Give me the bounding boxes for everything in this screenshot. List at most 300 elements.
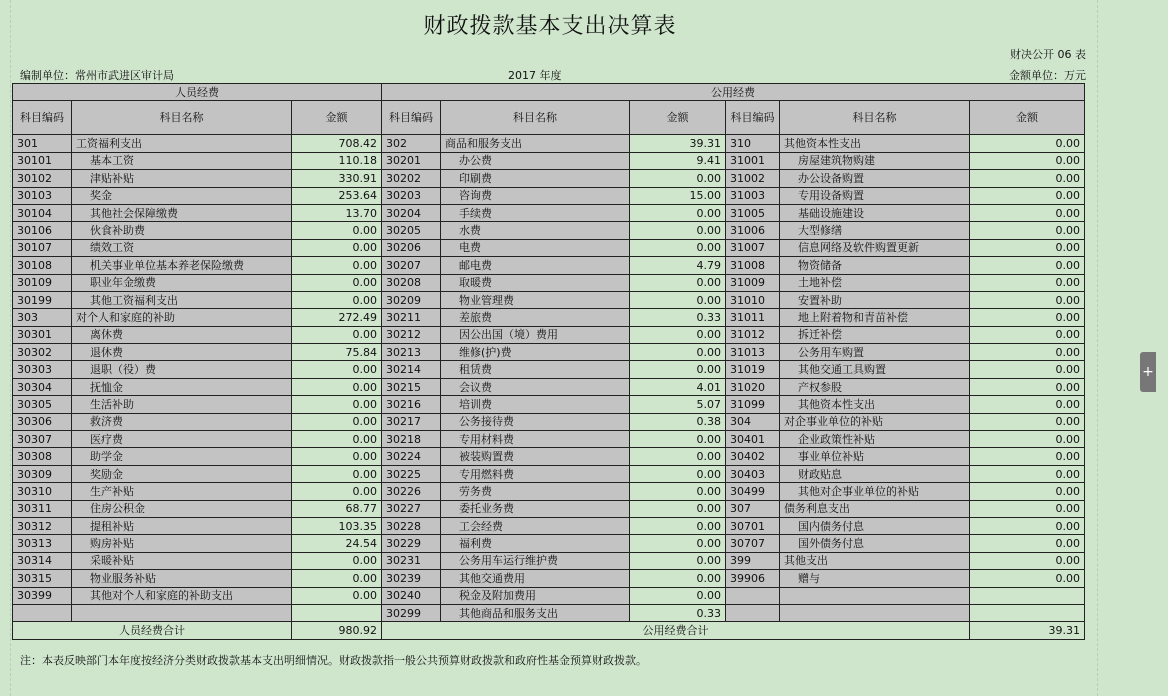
public-amount-cell: 5.07 <box>630 396 726 413</box>
capital-code-cell: 31020 <box>726 378 780 395</box>
page-title: 财政拨款基本支出决算表 <box>423 14 677 39</box>
capital-amount-cell: 0.00 <box>970 552 1085 569</box>
capital-name-cell <box>780 587 970 604</box>
reporting-unit: 编制单位：常州市武进区审计局 <box>20 69 174 82</box>
capital-name-cell: 公务用车购置 <box>780 344 970 361</box>
public-amount-cell: 0.00 <box>630 291 726 308</box>
public-amount-cell: 0.00 <box>630 361 726 378</box>
public-code-cell: 30211 <box>382 309 441 326</box>
public-name-cell: 福利费 <box>441 535 630 552</box>
capital-code-cell: 31007 <box>726 239 780 256</box>
public-amount-cell: 0.00 <box>630 535 726 552</box>
capital-amount-cell: 0.00 <box>970 291 1085 308</box>
public-amount-cell: 0.00 <box>630 448 726 465</box>
table-row <box>13 535 1085 552</box>
personnel-name-cell: 退休费 <box>72 344 292 361</box>
personnel-code-cell: 30307 <box>13 431 72 448</box>
table-row <box>13 274 1085 291</box>
table-row <box>13 309 1085 326</box>
personnel-amount-cell: 0.00 <box>292 222 382 239</box>
public-amount-cell: 0.33 <box>630 309 726 326</box>
capital-amount-cell: 0.00 <box>970 570 1085 587</box>
public-code-cell: 30224 <box>382 448 441 465</box>
capital-amount-cell: 0.00 <box>970 135 1085 152</box>
form-number: 财决公开 06 表 <box>1010 48 1086 61</box>
public-name-cell: 物业管理费 <box>441 291 630 308</box>
capital-code-cell: 31010 <box>726 291 780 308</box>
public-code-cell: 30207 <box>382 257 441 274</box>
personnel-amount-cell: 75.84 <box>292 344 382 361</box>
public-name-cell: 商品和服务支出 <box>441 135 630 152</box>
public-code-cell: 30204 <box>382 204 441 221</box>
public-name-cell: 委托业务费 <box>441 500 630 517</box>
capital-name-cell: 债务利息支出 <box>780 500 970 517</box>
col-code-header: 科目编码 <box>726 101 780 135</box>
capital-code-cell: 31013 <box>726 344 780 361</box>
capital-name-cell: 其他资本性支出 <box>780 135 970 152</box>
public-name-cell: 工会经费 <box>441 517 630 534</box>
personnel-name-cell: 基本工资 <box>72 152 292 169</box>
personnel-name-cell: 购房补贴 <box>72 535 292 552</box>
personnel-name-cell: 离休费 <box>72 326 292 343</box>
personnel-code-cell: 30199 <box>13 291 72 308</box>
personnel-code-cell: 30306 <box>13 413 72 430</box>
public-code-cell: 30215 <box>382 378 441 395</box>
capital-code-cell: 31006 <box>726 222 780 239</box>
capital-amount-cell: 0.00 <box>970 187 1085 204</box>
public-total-amount: 39.31 <box>970 622 1085 639</box>
public-code-cell: 30228 <box>382 517 441 534</box>
public-header: 公用经费 <box>382 84 1085 101</box>
public-amount-cell: 0.00 <box>630 500 726 517</box>
personnel-name-cell: 其他工资福利支出 <box>72 291 292 308</box>
personnel-amount-cell: 0.00 <box>292 431 382 448</box>
personnel-amount-cell: 68.77 <box>292 500 382 517</box>
table-row <box>13 378 1085 395</box>
capital-amount-cell: 0.00 <box>970 274 1085 291</box>
public-name-cell: 印刷费 <box>441 170 630 187</box>
personnel-amount-cell: 0.00 <box>292 378 382 395</box>
personnel-code-cell: 30314 <box>13 552 72 569</box>
capital-code-cell: 31001 <box>726 152 780 169</box>
table-row <box>13 326 1085 343</box>
public-name-cell: 维修(护)费 <box>441 344 630 361</box>
col-name-header: 科目名称 <box>780 101 970 135</box>
col-name-header: 科目名称 <box>72 101 292 135</box>
personnel-amount-cell: 13.70 <box>292 204 382 221</box>
capital-code-cell: 31009 <box>726 274 780 291</box>
public-name-cell: 咨询费 <box>441 187 630 204</box>
personnel-amount-cell: 330.91 <box>292 170 382 187</box>
capital-name-cell: 信息网络及软件购置更新 <box>780 239 970 256</box>
table-row <box>13 361 1085 378</box>
public-amount-cell: 0.00 <box>630 465 726 482</box>
capital-amount-cell: 0.00 <box>970 239 1085 256</box>
table-row <box>13 204 1085 221</box>
public-amount-cell: 0.00 <box>630 570 726 587</box>
table-row <box>13 448 1085 465</box>
personnel-code-cell: 30308 <box>13 448 72 465</box>
expand-panel-icon[interactable]: + <box>1140 352 1156 392</box>
table-row <box>13 187 1085 204</box>
capital-code-cell: 31012 <box>726 326 780 343</box>
personnel-amount-cell: 0.00 <box>292 239 382 256</box>
personnel-code-cell: 301 <box>13 135 72 152</box>
capital-amount-cell: 0.00 <box>970 378 1085 395</box>
table-row <box>13 170 1085 187</box>
table-row <box>13 517 1085 534</box>
public-name-cell: 办公费 <box>441 152 630 169</box>
col-name-header: 科目名称 <box>441 101 630 135</box>
public-code-cell: 30216 <box>382 396 441 413</box>
public-amount-cell: 0.00 <box>630 326 726 343</box>
personnel-amount-cell: 110.18 <box>292 152 382 169</box>
capital-name-cell: 赠与 <box>780 570 970 587</box>
table-row <box>13 135 1085 152</box>
col-amount-header: 金额 <box>292 101 382 135</box>
table-row <box>13 222 1085 239</box>
capital-name-cell: 其他对企事业单位的补贴 <box>780 483 970 500</box>
capital-code-cell: 39906 <box>726 570 780 587</box>
personnel-name-cell: 提租补贴 <box>72 517 292 534</box>
capital-code-cell: 399 <box>726 552 780 569</box>
capital-code-cell: 304 <box>726 413 780 430</box>
public-name-cell: 邮电费 <box>441 257 630 274</box>
personnel-name-cell: 生活补助 <box>72 396 292 413</box>
table-row <box>13 396 1085 413</box>
personnel-total-amount: 980.92 <box>292 622 382 639</box>
capital-code-cell: 31002 <box>726 170 780 187</box>
public-amount-cell: 4.79 <box>630 257 726 274</box>
grid-line <box>10 0 11 696</box>
public-name-cell: 公务用车运行维护费 <box>441 552 630 569</box>
personnel-amount-cell: 24.54 <box>292 535 382 552</box>
public-amount-cell: 0.00 <box>630 239 726 256</box>
capital-name-cell: 房屋建筑物购建 <box>780 152 970 169</box>
personnel-code-cell: 30108 <box>13 257 72 274</box>
capital-amount-cell: 0.00 <box>970 204 1085 221</box>
personnel-total-label: 人员经费合计 <box>13 622 292 639</box>
personnel-name-cell: 其他对个人和家庭的补助支出 <box>72 587 292 604</box>
footnote: 注：本表反映部门本年度按经济分类财政拨款基本支出明细情况。财政拨款指一般公共预算财政拨款和政府性基金预算财政拨款。 <box>20 654 647 667</box>
table-row <box>13 465 1085 482</box>
capital-name-cell: 大型修缮 <box>780 222 970 239</box>
public-amount-cell: 0.00 <box>630 517 726 534</box>
public-total-label: 公用经费合计 <box>382 622 970 639</box>
public-code-cell: 30299 <box>382 604 441 621</box>
capital-name-cell: 基础设施建设 <box>780 204 970 221</box>
personnel-amount-cell: 0.00 <box>292 257 382 274</box>
personnel-amount-cell: 0.00 <box>292 413 382 430</box>
capital-amount-cell: 0.00 <box>970 500 1085 517</box>
public-code-cell: 30226 <box>382 483 441 500</box>
public-amount-cell: 0.00 <box>630 170 726 187</box>
personnel-amount-cell: 0.00 <box>292 570 382 587</box>
capital-amount-cell: 0.00 <box>970 222 1085 239</box>
capital-code-cell: 310 <box>726 135 780 152</box>
personnel-name-cell: 工资福利支出 <box>72 135 292 152</box>
table-row <box>13 152 1085 169</box>
table-row <box>13 604 1085 621</box>
personnel-name-cell: 救济费 <box>72 413 292 430</box>
public-amount-cell: 39.31 <box>630 135 726 152</box>
personnel-code-cell: 30109 <box>13 274 72 291</box>
personnel-name-cell: 生产补贴 <box>72 483 292 500</box>
col-amount-header: 金额 <box>970 101 1085 135</box>
public-amount-cell: 0.00 <box>630 204 726 221</box>
capital-amount-cell: 0.00 <box>970 517 1085 534</box>
personnel-amount-cell: 0.00 <box>292 483 382 500</box>
capital-amount-cell: 0.00 <box>970 257 1085 274</box>
capital-amount-cell <box>970 587 1085 604</box>
table-row <box>13 483 1085 500</box>
public-code-cell: 30231 <box>382 552 441 569</box>
public-name-cell: 差旅费 <box>441 309 630 326</box>
amount-unit: 金额单位：万元 <box>1009 69 1086 82</box>
capital-name-cell: 对企事业单位的补贴 <box>780 413 970 430</box>
public-name-cell: 水费 <box>441 222 630 239</box>
col-code-header: 科目编码 <box>13 101 72 135</box>
public-amount-cell: 0.33 <box>630 604 726 621</box>
table-row <box>13 570 1085 587</box>
personnel-name-cell: 对个人和家庭的补助 <box>72 309 292 326</box>
capital-code-cell: 307 <box>726 500 780 517</box>
capital-code-cell: 30499 <box>726 483 780 500</box>
personnel-code-cell: 30309 <box>13 465 72 482</box>
table-row <box>13 552 1085 569</box>
col-code-header: 科目编码 <box>382 101 441 135</box>
capital-amount-cell: 0.00 <box>970 483 1085 500</box>
personnel-amount-cell: 0.00 <box>292 361 382 378</box>
personnel-name-cell: 其他社会保障缴费 <box>72 204 292 221</box>
public-name-cell: 专用燃料费 <box>441 465 630 482</box>
personnel-code-cell: 30304 <box>13 378 72 395</box>
public-name-cell: 电费 <box>441 239 630 256</box>
personnel-amount-cell: 0.00 <box>292 448 382 465</box>
public-amount-cell: 9.41 <box>630 152 726 169</box>
personnel-amount-cell: 0.00 <box>292 396 382 413</box>
personnel-name-cell: 抚恤金 <box>72 378 292 395</box>
table-row <box>13 239 1085 256</box>
capital-amount-cell: 0.00 <box>970 465 1085 482</box>
public-code-cell: 30225 <box>382 465 441 482</box>
capital-name-cell: 其他支出 <box>780 552 970 569</box>
public-amount-cell: 0.00 <box>630 344 726 361</box>
public-name-cell: 劳务费 <box>441 483 630 500</box>
public-name-cell: 手续费 <box>441 204 630 221</box>
capital-amount-cell: 0.00 <box>970 170 1085 187</box>
capital-name-cell: 专用设备购置 <box>780 187 970 204</box>
public-amount-cell: 0.38 <box>630 413 726 430</box>
public-name-cell: 税金及附加费用 <box>441 587 630 604</box>
table-row <box>13 344 1085 361</box>
public-code-cell: 30201 <box>382 152 441 169</box>
public-code-cell: 30218 <box>382 431 441 448</box>
table-row <box>13 500 1085 517</box>
personnel-code-cell: 30301 <box>13 326 72 343</box>
fiscal-year: 2017 年度 <box>508 69 562 82</box>
capital-amount-cell: 0.00 <box>970 431 1085 448</box>
public-name-cell: 其他商品和服务支出 <box>441 604 630 621</box>
capital-code-cell: 30401 <box>726 431 780 448</box>
capital-code-cell: 31011 <box>726 309 780 326</box>
personnel-name-cell: 奖金 <box>72 187 292 204</box>
public-code-cell: 30206 <box>382 239 441 256</box>
personnel-amount-cell: 0.00 <box>292 291 382 308</box>
capital-code-cell: 31099 <box>726 396 780 413</box>
expenditure-table <box>12 83 1085 640</box>
personnel-code-cell: 30310 <box>13 483 72 500</box>
capital-code-cell: 31008 <box>726 257 780 274</box>
personnel-code-cell: 30315 <box>13 570 72 587</box>
personnel-name-cell: 住房公积金 <box>72 500 292 517</box>
table-row <box>13 257 1085 274</box>
personnel-code-cell: 30107 <box>13 239 72 256</box>
capital-name-cell: 其他资本性支出 <box>780 396 970 413</box>
capital-code-cell: 31003 <box>726 187 780 204</box>
public-amount-cell: 0.00 <box>630 274 726 291</box>
personnel-code-cell: 30313 <box>13 535 72 552</box>
capital-name-cell: 物资储备 <box>780 257 970 274</box>
capital-amount-cell: 0.00 <box>970 413 1085 430</box>
col-amount-header: 金额 <box>630 101 726 135</box>
personnel-amount-cell: 0.00 <box>292 326 382 343</box>
public-name-cell: 因公出国（境）费用 <box>441 326 630 343</box>
public-code-cell: 30205 <box>382 222 441 239</box>
capital-code-cell: 30707 <box>726 535 780 552</box>
public-name-cell: 公务接待费 <box>441 413 630 430</box>
personnel-code-cell: 303 <box>13 309 72 326</box>
personnel-code-cell: 30101 <box>13 152 72 169</box>
personnel-code-cell <box>13 604 72 621</box>
personnel-code-cell: 30303 <box>13 361 72 378</box>
capital-amount-cell <box>970 604 1085 621</box>
public-amount-cell: 0.00 <box>630 587 726 604</box>
personnel-code-cell: 30312 <box>13 517 72 534</box>
capital-name-cell: 产权参股 <box>780 378 970 395</box>
table-row <box>13 413 1085 430</box>
personnel-amount-cell: 272.49 <box>292 309 382 326</box>
public-name-cell: 专用材料费 <box>441 431 630 448</box>
personnel-amount-cell: 0.00 <box>292 465 382 482</box>
personnel-amount-cell: 0.00 <box>292 552 382 569</box>
public-amount-cell: 15.00 <box>630 187 726 204</box>
capital-name-cell: 国外债务付息 <box>780 535 970 552</box>
personnel-code-cell: 30305 <box>13 396 72 413</box>
public-name-cell: 租赁费 <box>441 361 630 378</box>
public-code-cell: 30213 <box>382 344 441 361</box>
personnel-amount-cell: 103.35 <box>292 517 382 534</box>
capital-code-cell: 31005 <box>726 204 780 221</box>
personnel-code-cell: 30102 <box>13 170 72 187</box>
capital-amount-cell: 0.00 <box>970 326 1085 343</box>
capital-name-cell <box>780 604 970 621</box>
public-code-cell: 30209 <box>382 291 441 308</box>
public-code-cell: 30217 <box>382 413 441 430</box>
public-code-cell: 30229 <box>382 535 441 552</box>
totals-row <box>13 622 1085 639</box>
capital-name-cell: 办公设备购置 <box>780 170 970 187</box>
capital-name-cell: 地上附着物和青苗补偿 <box>780 309 970 326</box>
public-code-cell: 30240 <box>382 587 441 604</box>
personnel-name-cell <box>72 604 292 621</box>
capital-code-cell <box>726 604 780 621</box>
capital-name-cell: 拆迁补偿 <box>780 326 970 343</box>
public-code-cell: 30208 <box>382 274 441 291</box>
public-code-cell: 30227 <box>382 500 441 517</box>
personnel-amount-cell: 708.42 <box>292 135 382 152</box>
capital-name-cell: 安置补助 <box>780 291 970 308</box>
capital-code-cell: 30402 <box>726 448 780 465</box>
personnel-amount-cell: 0.00 <box>292 587 382 604</box>
personnel-code-cell: 30311 <box>13 500 72 517</box>
capital-name-cell: 其他交通工具购置 <box>780 361 970 378</box>
table-row <box>13 587 1085 604</box>
personnel-name-cell: 职业年金缴费 <box>72 274 292 291</box>
public-amount-cell: 0.00 <box>630 431 726 448</box>
capital-amount-cell: 0.00 <box>970 361 1085 378</box>
public-code-cell: 30203 <box>382 187 441 204</box>
personnel-name-cell: 退职（役）费 <box>72 361 292 378</box>
capital-amount-cell: 0.00 <box>970 535 1085 552</box>
public-code-cell: 30212 <box>382 326 441 343</box>
capital-name-cell: 事业单位补贴 <box>780 448 970 465</box>
capital-amount-cell: 0.00 <box>970 344 1085 361</box>
personnel-code-cell: 30106 <box>13 222 72 239</box>
capital-amount-cell: 0.00 <box>970 309 1085 326</box>
personnel-code-cell: 30104 <box>13 204 72 221</box>
public-name-cell: 被装购置费 <box>441 448 630 465</box>
capital-name-cell: 土地补偿 <box>780 274 970 291</box>
table-row <box>13 291 1085 308</box>
capital-amount-cell: 0.00 <box>970 448 1085 465</box>
capital-code-cell: 31019 <box>726 361 780 378</box>
personnel-name-cell: 奖励金 <box>72 465 292 482</box>
personnel-amount-cell <box>292 604 382 621</box>
public-code-cell: 30214 <box>382 361 441 378</box>
personnel-name-cell: 伙食补助费 <box>72 222 292 239</box>
capital-name-cell: 国内债务付息 <box>780 517 970 534</box>
personnel-code-cell: 30399 <box>13 587 72 604</box>
public-code-cell: 302 <box>382 135 441 152</box>
personnel-header: 人员经费 <box>13 84 382 101</box>
table-row <box>13 431 1085 448</box>
capital-name-cell: 企业政策性补贴 <box>780 431 970 448</box>
public-code-cell: 30239 <box>382 570 441 587</box>
public-amount-cell: 4.01 <box>630 378 726 395</box>
capital-amount-cell: 0.00 <box>970 152 1085 169</box>
personnel-name-cell: 绩效工资 <box>72 239 292 256</box>
public-name-cell: 其他交通费用 <box>441 570 630 587</box>
personnel-code-cell: 30302 <box>13 344 72 361</box>
capital-amount-cell: 0.00 <box>970 396 1085 413</box>
personnel-amount-cell: 253.64 <box>292 187 382 204</box>
public-name-cell: 取暖费 <box>441 274 630 291</box>
public-name-cell: 会议费 <box>441 378 630 395</box>
personnel-name-cell: 物业服务补贴 <box>72 570 292 587</box>
personnel-name-cell: 津贴补贴 <box>72 170 292 187</box>
personnel-amount-cell: 0.00 <box>292 274 382 291</box>
capital-name-cell: 财政贴息 <box>780 465 970 482</box>
personnel-code-cell: 30103 <box>13 187 72 204</box>
public-amount-cell: 0.00 <box>630 483 726 500</box>
grid-line <box>1097 0 1098 696</box>
public-code-cell: 30202 <box>382 170 441 187</box>
personnel-name-cell: 助学金 <box>72 448 292 465</box>
public-amount-cell: 0.00 <box>630 552 726 569</box>
capital-code-cell <box>726 587 780 604</box>
personnel-name-cell: 医疗费 <box>72 431 292 448</box>
